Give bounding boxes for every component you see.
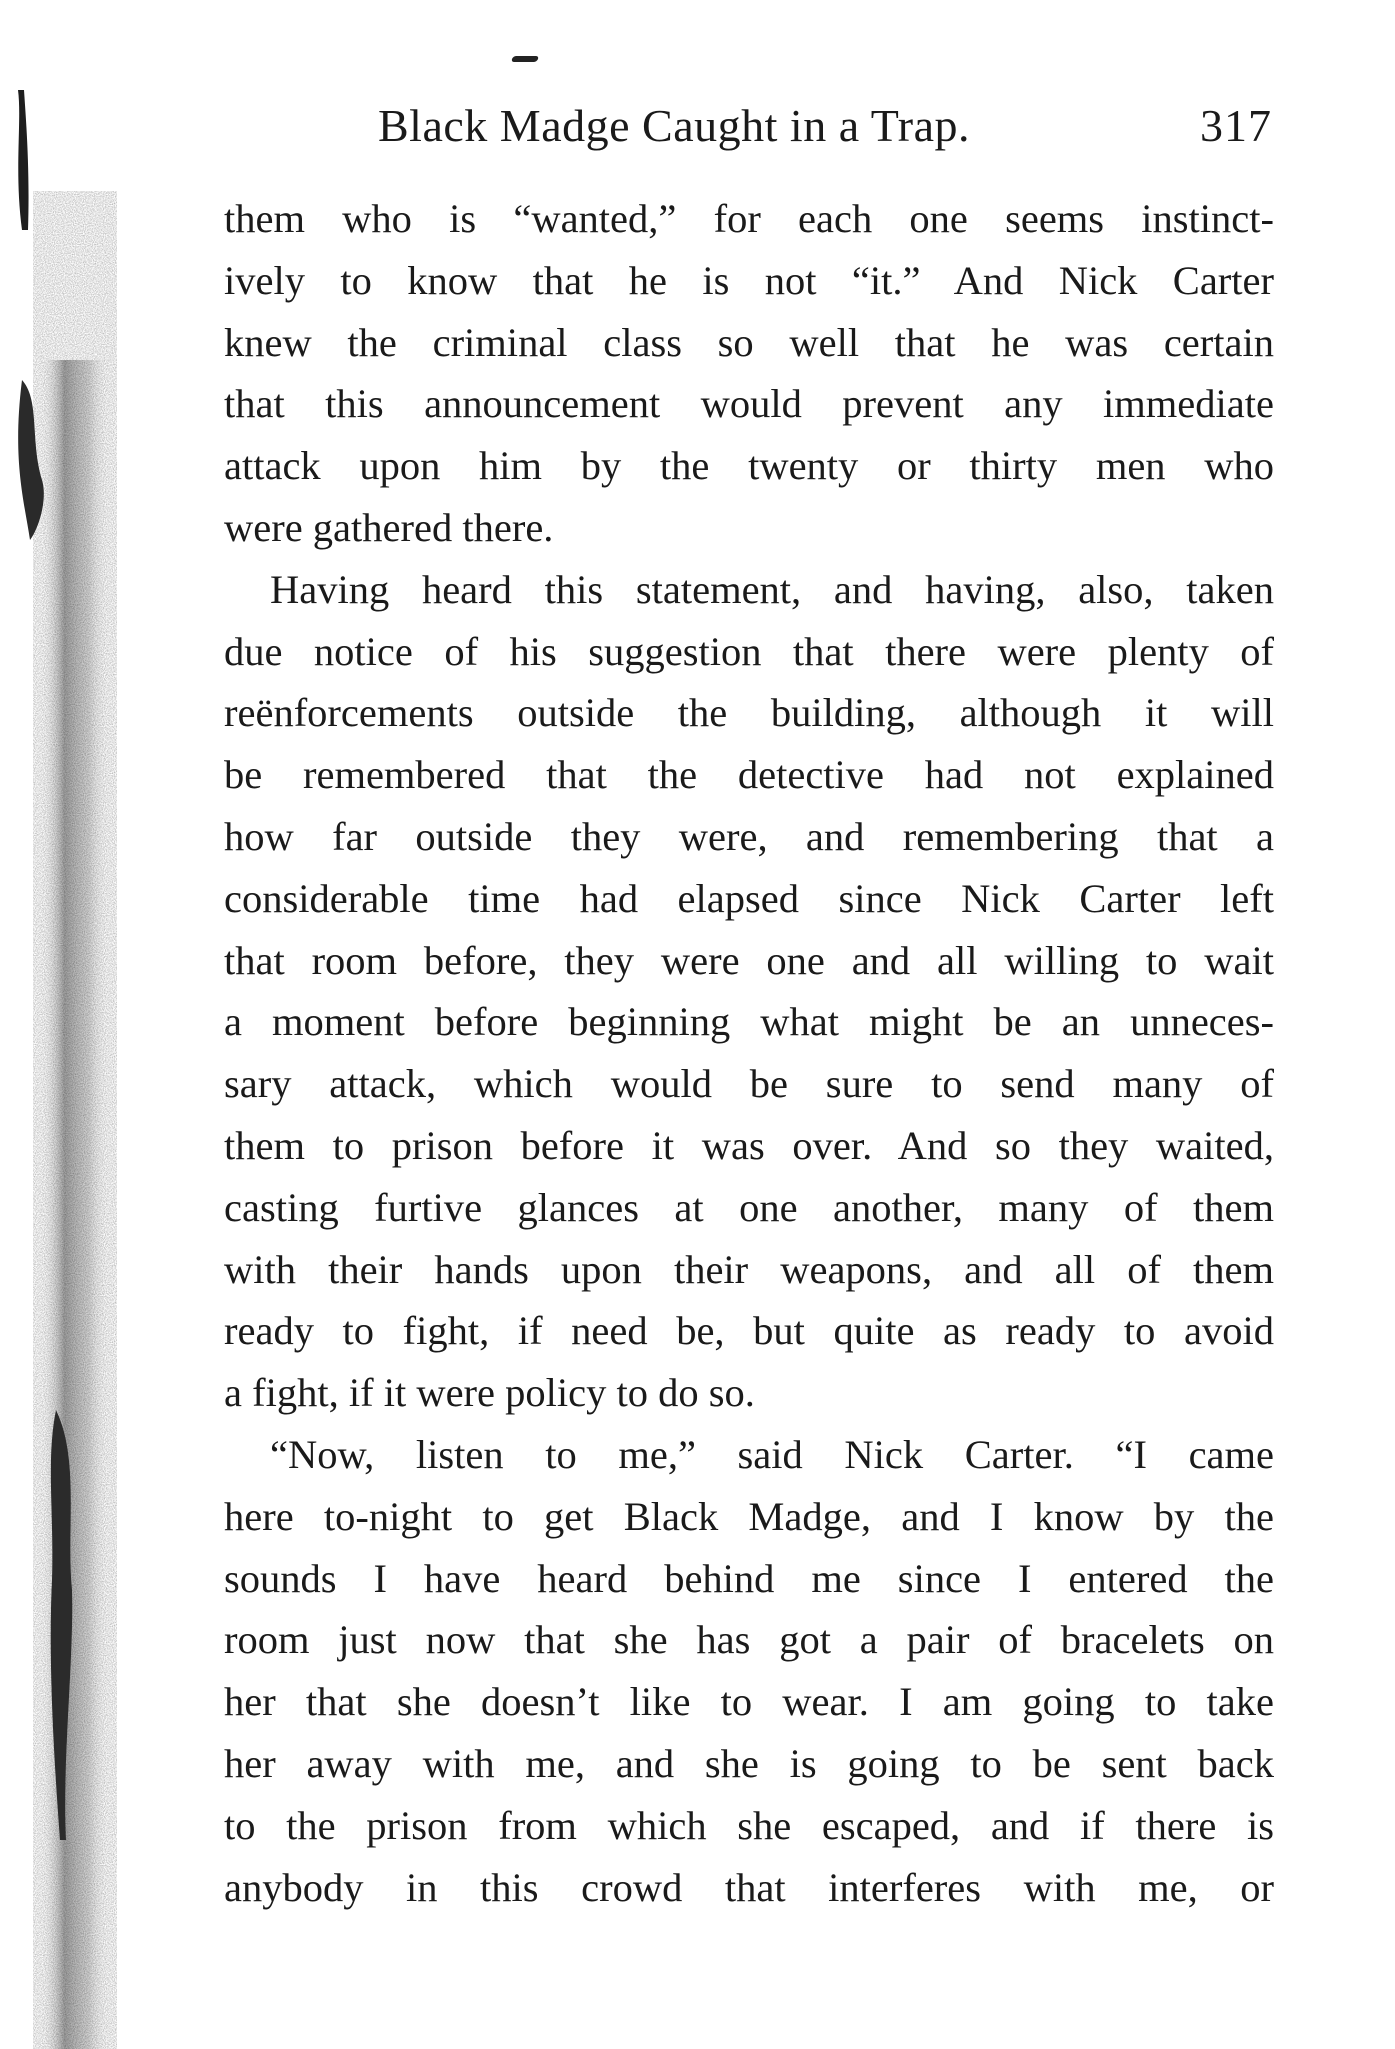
text-line: knew the criminal class so well that he was certain — [224, 319, 1274, 365]
dash-mark — [511, 56, 539, 62]
text-line: casting furtive glances at one another, many of them — [224, 1184, 1274, 1230]
page-number: 317 — [1200, 100, 1272, 151]
text-line: be remembered that the detective had not explained — [224, 752, 1274, 798]
text-line: were gathered there. — [224, 504, 554, 550]
text-line: to the prison from which she escaped, and if there is — [224, 1802, 1274, 1848]
text-line: room just now that she has got a pair of bracelets on — [224, 1617, 1274, 1663]
text-line: here to-night to get Black Madge, and I know by the — [224, 1493, 1274, 1539]
text-line: considerable time had elapsed since Nick Carter left — [224, 875, 1274, 921]
text-line: ively to know that he is not “it.” And Nick Carter — [224, 257, 1274, 303]
text-line: anybody in this crowd that interferes with me, or — [224, 1864, 1274, 1910]
text-line: that room before, they were one and all willing to wait — [224, 937, 1274, 983]
running-head-title: Black Madge Caught in a Trap. — [378, 100, 970, 151]
text-line: her away with me, and she is going to be sent back — [224, 1740, 1274, 1786]
text-line: them to prison before it was over. And so they waited, — [224, 1122, 1274, 1168]
text-line: a fight, if it were policy to do so. — [224, 1370, 755, 1416]
text-line: sounds I have heard behind me since I entered the — [224, 1555, 1274, 1601]
text-line: that this announcement would prevent any immediate — [224, 381, 1274, 427]
text-line: sary attack, which would be sure to send many of — [224, 1061, 1274, 1107]
text-line: them who is “wanted,” for each one seems instinct- — [224, 196, 1274, 241]
body-text — [224, 188, 1274, 1918]
text-line: reënforcements outside the building, although it will — [224, 690, 1274, 736]
text-line: a moment before beginning what might be an unneces- — [224, 999, 1274, 1045]
text-line: Having heard this statement, and having, also, taken — [270, 566, 1274, 612]
text-line: her that she doesn’t like to wear. I am going to take — [224, 1679, 1274, 1725]
text-line: attack upon him by the twenty or thirty men who — [224, 443, 1274, 489]
text-line: ready to fight, if need be, but quite as ready to avoid — [224, 1308, 1274, 1354]
text-line: “Now, listen to me,” said Nick Carter. “I came — [270, 1431, 1274, 1477]
text-line: with their hands upon their weapons, and all of them — [224, 1246, 1274, 1292]
binding-shadow-decoration — [0, 60, 120, 2049]
text-line: due notice of his suggestion that there were plenty of — [224, 628, 1274, 674]
running-head — [378, 96, 1278, 156]
text-line: how far outside they were, and remembering that a — [224, 813, 1274, 859]
